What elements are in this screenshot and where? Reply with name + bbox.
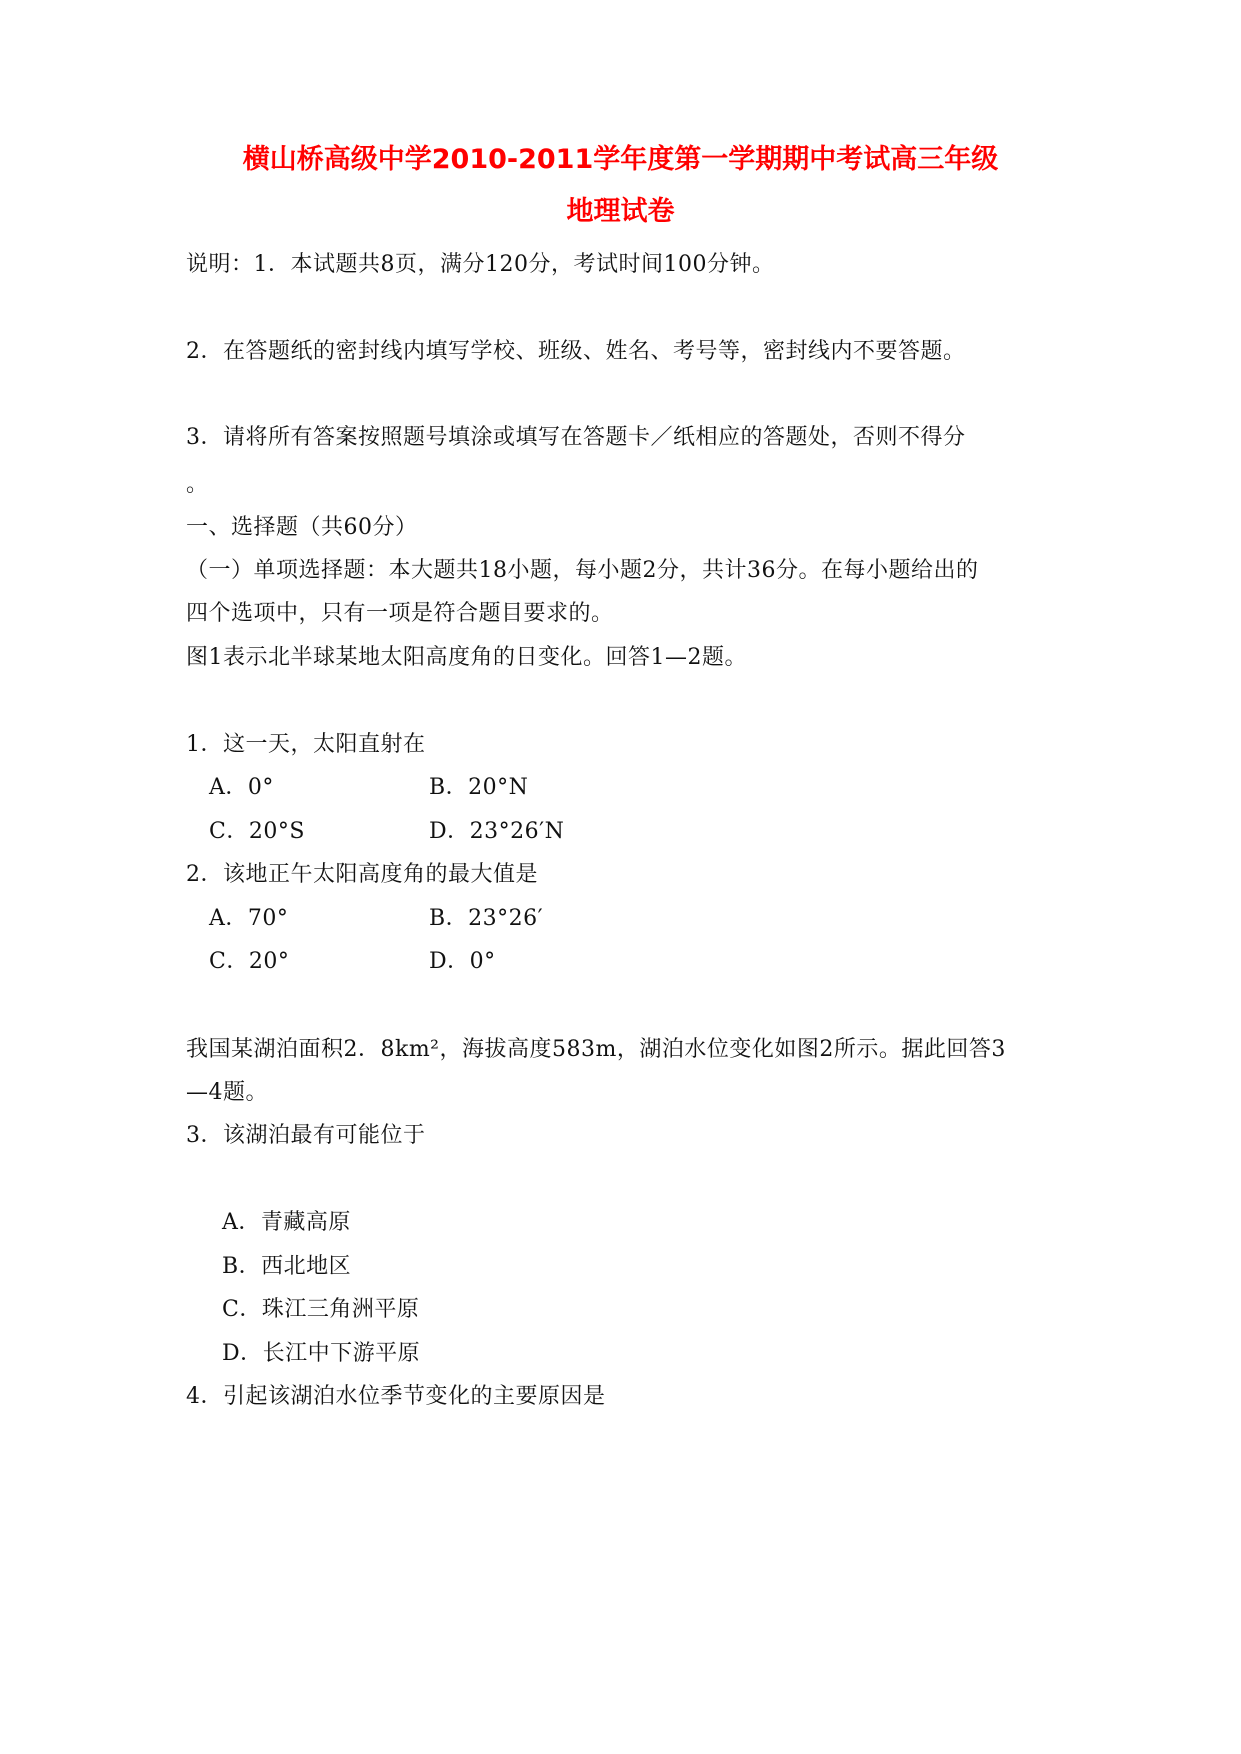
question-2-option-c: C．20° — [209, 949, 290, 974]
exam-subject: 地理试卷 — [566, 196, 675, 227]
instruction-2: 2．在答题纸的密封线内填写学校、班级、姓名、考号等，密封线内不要答题。 — [186, 339, 966, 364]
lake-intro-line-2: —4题。 — [186, 1080, 268, 1105]
question-1-option-d: D．23°26′N — [429, 819, 565, 844]
question-4-stem: 4．引起该湖泊水位季节变化的主要原因是 — [186, 1384, 606, 1409]
exam-title: 横山桥高级中学2010-2011学年度第一学期期中考试高三年级 — [242, 144, 999, 175]
question-2-option-d: D．0° — [429, 949, 496, 974]
question-3-option-a: A．青藏高原 — [222, 1210, 351, 1235]
question-1-option-a: A．0° — [209, 775, 274, 800]
instruction-3-continuation: 。 — [186, 472, 209, 497]
question-3-stem: 3．该湖泊最有可能位于 — [186, 1123, 426, 1148]
question-2-stem: 2．该地正午太阳高度角的最大值是 — [186, 862, 538, 887]
question-3-option-d: D．长江中下游平原 — [222, 1341, 421, 1366]
question-2-option-b: B．23°26′ — [429, 906, 544, 931]
subsection-line-2: 四个选项中，只有一项是符合题目要求的。 — [186, 601, 614, 626]
question-2-option-a: A．70° — [209, 906, 289, 931]
lake-intro-line-1: 我国某湖泊面积2．8km²，海拔高度583m，湖泊水位变化如图2所示。据此回答3 — [186, 1037, 1006, 1062]
section-heading: 一、选择题（共60分） — [186, 515, 418, 540]
question-1-stem: 1．这一天，太阳直射在 — [186, 732, 426, 757]
question-1-option-c: C．20°S — [209, 819, 305, 844]
subsection-line-1: （一）单项选择题：本大题共18小题，每小题2分，共计36分。在每小题给出的 — [186, 558, 979, 583]
question-3-option-b: B．西北地区 — [222, 1254, 352, 1279]
figure-1-intro: 图1表示北半球某地太阳高度角的日变化。回答1—2题。 — [186, 645, 747, 670]
instruction-3: 3．请将所有答案按照题号填涂或填写在答题卡／纸相应的答题处，否则不得分 — [186, 425, 966, 450]
question-1-option-b: B．20°N — [429, 775, 529, 800]
question-3-option-c: C．珠江三角洲平原 — [222, 1297, 420, 1322]
instruction-1: 说明：1．本试题共8页，满分120分，考试时间100分钟。 — [186, 252, 775, 277]
